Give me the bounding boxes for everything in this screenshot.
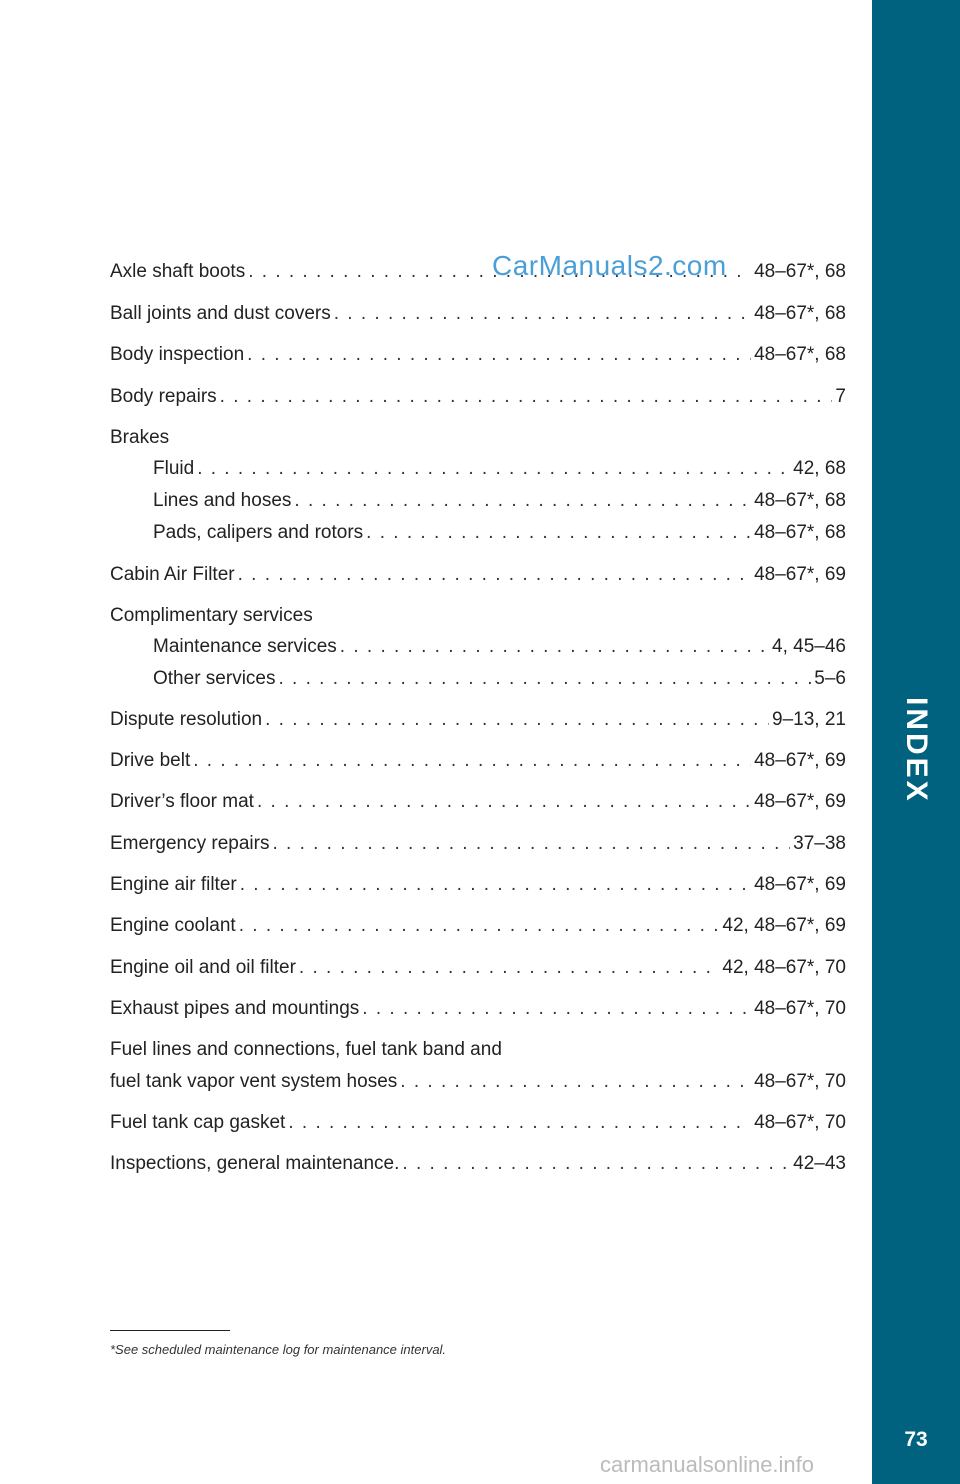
index-entry: Inspections, general maintenance. . . . 42–43 — [110, 1150, 846, 1178]
index-subentry: Fluid . . . 42, 68 — [153, 455, 846, 483]
index-entry: Body repairs . . . 7 — [110, 383, 846, 411]
index-entry: Fuel tank cap gasket . . . 48–67*, 70 — [110, 1109, 846, 1137]
index-heading: Brakes — [110, 427, 170, 448]
page-number: 73 — [904, 1428, 928, 1451]
index-subentry: Lines and hoses . . . 48–67*, 68 — [153, 487, 846, 515]
index-entry: Dispute resolution . . . 9–13, 21 — [110, 706, 846, 734]
index-entry: Drive belt . . . 48–67*, 69 — [110, 747, 846, 775]
index-subentry: Pads, calipers and rotors . . . 48–67*, 68 — [153, 519, 846, 547]
index-entry: Emergency repairs . . . 37–38 — [110, 830, 846, 858]
index-entry: Engine air filter . . . 48–67*, 69 — [110, 871, 846, 899]
index-entry: Engine oil and oil filter . . . 42, 48–67*, 70 — [110, 954, 846, 982]
index-entry: Cabin Air Filter . . . 48–67*, 69 — [110, 561, 846, 589]
index-subentry: Other services . . . 5–6 — [153, 665, 846, 693]
footnote-divider — [110, 1330, 230, 1331]
index-entry: fuel tank vapor vent system hoses . . . 48–67*, 70 — [110, 1068, 846, 1096]
index-entry: Ball joints and dust covers . . . 48–67*, 68 — [110, 300, 846, 328]
index-heading: Complimentary services — [110, 605, 313, 626]
index-entry: Axle shaft boots . . . 48–67*, 68 — [110, 258, 846, 286]
section-label: INDEX — [900, 696, 933, 804]
index-heading: Fuel lines and connections, fuel tank band and — [110, 1039, 502, 1060]
index-entry: Body inspection . . . 48–67*, 68 — [110, 341, 846, 369]
watermark-top: CarManuals2.com — [492, 250, 727, 281]
index-entry: Engine coolant . . . 42, 48–67*, 69 — [110, 912, 846, 940]
watermark-bottom: carmanualsonline.info — [600, 1452, 815, 1477]
footnote: *See scheduled maintenance log for maintenance interval. — [110, 1342, 447, 1357]
index-subentry: Maintenance services . . . 4, 45–46 — [153, 633, 846, 661]
index-entry: Driver’s floor mat . . . 48–67*, 69 — [110, 788, 846, 816]
index-entry: Exhaust pipes and mountings . . . 48–67*, 70 — [110, 995, 846, 1023]
